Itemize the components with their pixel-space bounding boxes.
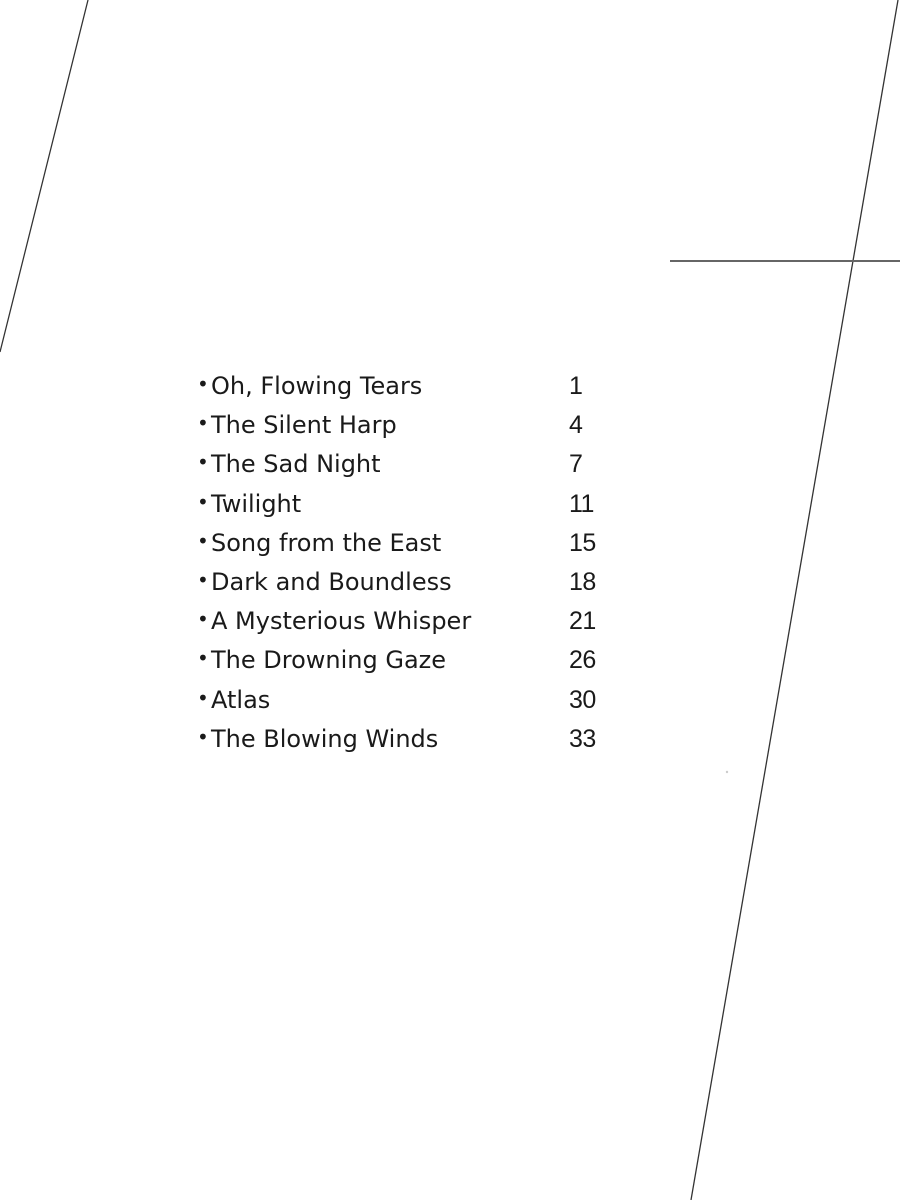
toc-entry[interactable] bbox=[197, 721, 617, 760]
bullet-icon: • bbox=[197, 489, 209, 514]
toc-entry[interactable] bbox=[197, 368, 617, 407]
bullet-icon: • bbox=[197, 646, 209, 671]
toc-entry-page: 7 bbox=[569, 450, 583, 479]
toc-entry-page: 18 bbox=[569, 567, 596, 596]
toc-entry-title: Atlas bbox=[211, 685, 271, 714]
left-diagonal-line bbox=[0, 0, 88, 352]
toc-entry[interactable] bbox=[197, 603, 617, 642]
toc-entry-page: 11 bbox=[569, 489, 594, 518]
toc-entry-page: 30 bbox=[569, 685, 596, 714]
table-of-contents bbox=[197, 368, 617, 760]
bullet-icon: • bbox=[197, 528, 209, 553]
toc-entry[interactable] bbox=[197, 564, 617, 603]
toc-entry[interactable] bbox=[197, 486, 617, 525]
toc-entry-title: Dark and Boundless bbox=[211, 567, 452, 596]
toc-entry-title: The Blowing Winds bbox=[211, 724, 439, 753]
toc-entry[interactable] bbox=[197, 525, 617, 564]
toc-entry[interactable] bbox=[197, 446, 617, 485]
toc-entry-title: Twilight bbox=[211, 489, 302, 518]
bullet-icon: • bbox=[197, 450, 209, 475]
toc-entry-page: 26 bbox=[569, 646, 596, 675]
right-diagonal-line bbox=[691, 0, 898, 1200]
toc-entry[interactable] bbox=[197, 407, 617, 446]
toc-entry[interactable] bbox=[197, 642, 617, 681]
toc-entry-title: The Silent Harp bbox=[211, 411, 397, 440]
toc-entry-page: 15 bbox=[569, 528, 596, 557]
toc-entry-title: The Drowning Gaze bbox=[211, 646, 447, 675]
toc-entry-page: 1 bbox=[569, 372, 583, 400]
toc-entry-title: Song from the East bbox=[211, 528, 442, 557]
bullet-icon: • bbox=[197, 567, 209, 592]
bullet-icon: • bbox=[197, 724, 209, 749]
speck-mark bbox=[726, 771, 728, 773]
toc-entry-title: A Mysterious Whisper bbox=[211, 607, 472, 636]
bullet-icon: • bbox=[197, 411, 209, 436]
toc-entry-page: 33 bbox=[569, 724, 596, 753]
toc-entry-page: 21 bbox=[569, 607, 596, 636]
toc-entry-title: The Sad Night bbox=[211, 450, 381, 479]
toc-entry[interactable] bbox=[197, 682, 617, 721]
bullet-icon: • bbox=[197, 372, 209, 396]
toc-entry-page: 4 bbox=[569, 411, 583, 440]
toc-entry-title: Oh, Flowing Tears bbox=[211, 372, 423, 400]
bullet-icon: • bbox=[197, 607, 209, 632]
bullet-icon: • bbox=[197, 685, 209, 710]
